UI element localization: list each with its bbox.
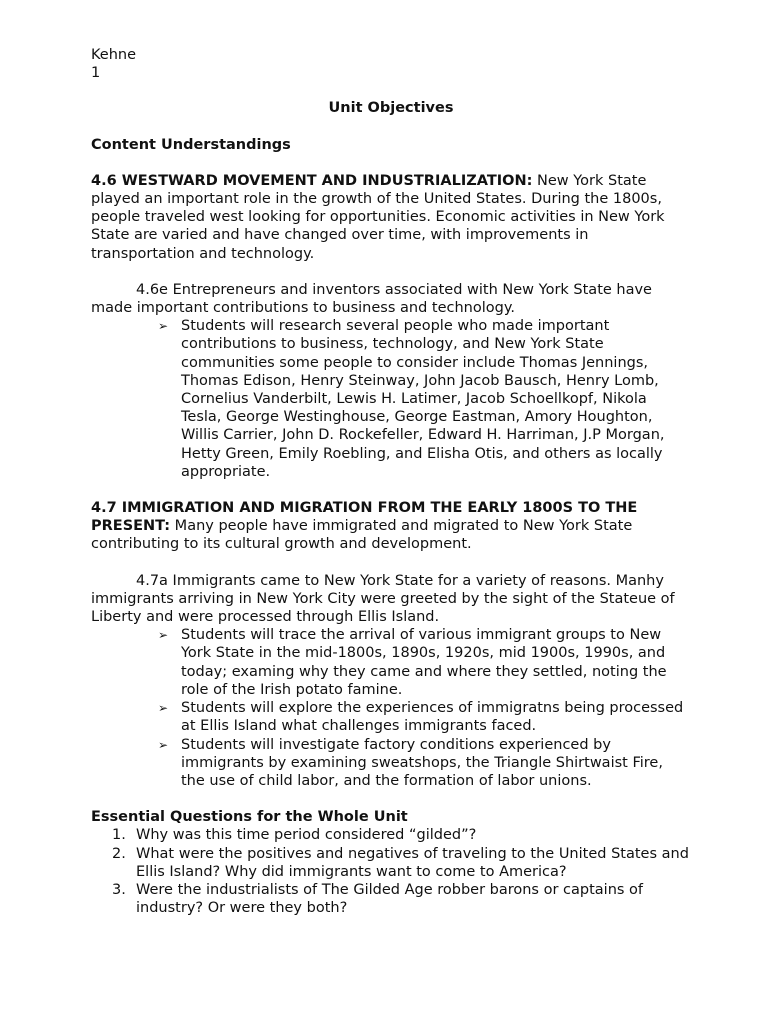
question-text: Why was this time period considered “gilded”? [136, 827, 477, 844]
arrow-bullet-icon: ➢ [158, 319, 169, 334]
list-item [158, 699, 691, 735]
list-item [158, 736, 691, 791]
arrow-bullet-icon: ➢ [158, 701, 169, 716]
arrow-bullet-icon: ➢ [158, 737, 169, 752]
section-4-6-body: New York State played an important role in the growth of the United States. During the 1800s, people traveled west looking for opportunities. Economic activities in New York State are varied and have changed over time, with improvements in transportation and technology. [91, 172, 665, 262]
section-4-6-heading: 4.6 WESTWARD MOVEMENT AND INDUSTRIALIZATION: [91, 172, 533, 189]
question-text: Were the industrialists of The Gilded Age robber barons or captains of industry? Or were they both? [136, 881, 644, 917]
section-4-6-bullet-list [91, 317, 691, 481]
bullet-text: Students will explore the experiences of immigratns being processed at Ellis Island what challenges immigrants faced. [181, 700, 684, 735]
question-text: What were the positives and negatives of traveling to the United States and Ellis Island? Why did immigrants want to come to America? [136, 845, 689, 880]
content-understandings-heading: Content Understandings [91, 136, 291, 153]
section-4-7-bullet-list [91, 626, 691, 790]
question-number: 3. [112, 881, 126, 898]
list-item [112, 826, 691, 844]
section-4-7-paragraph [91, 499, 691, 554]
section-4-7a-paragraph: 4.7a Immigrants came to New York State for a variety of reasons. Manhy immigrants arriving in New York City were greeted by the sight of the Stateue of Liberty and were processed through Ellis Island. [91, 572, 675, 626]
essential-questions-heading: Essential Questions for the Whole Unit [91, 809, 408, 826]
bullet-text: Students will trace the arrival of various immigrant groups to New York State in the mid-1800s, 1890s, 1920s, mid 1900s, 1990s, and today; examing why they came and where they settled, noting the role of the Irish potato famine. [181, 627, 667, 698]
header-author-name: Kehne [91, 47, 137, 63]
arrow-bullet-icon: ➢ [158, 628, 169, 643]
list-item [158, 626, 691, 699]
bullet-text: Students will investigate factory conditions experienced by immigrants by examining sweatshops, the Triangle Shirtwaist Fire, the use of child labor, and the formation of labor unions. [181, 736, 663, 789]
section-4-7-heading: 4.7 IMMIGRATION AND MIGRATION FROM THE EARLY 1800S TO THE PRESENT: [91, 500, 638, 535]
question-number: 2. [112, 845, 126, 862]
document-page [91, 46, 691, 917]
section-4-7-body: Many people have immigrated and migrated to New York State contributing to its cultural growth and development. [91, 518, 633, 553]
list-item [112, 845, 691, 881]
document-title: Unit Objectives [328, 100, 454, 117]
essential-questions-list [91, 826, 691, 917]
list-item [158, 317, 691, 481]
section-4-6e-paragraph: 4.6e Entrepreneurs and inventors associated with New York State have made important contributions to business and technology. [91, 281, 652, 317]
header-page-number: 1 [91, 65, 101, 82]
list-item [112, 881, 691, 917]
question-number: 1. [112, 827, 126, 844]
section-4-6-paragraph [91, 172, 691, 263]
bullet-text: Students will research several people who made important contributions to business, technology, and New York State communities some people to consider include Thomas Jennings, Thomas Edison, Henry Steinway, John Jacob Bausch, Henry Lomb, Cornelius Vanderbilt, Lewis H. Latimer, Jacob Schoellkopf, Nikola Tesla, George Westinghouse, George Eastman, Amory Houghton, Willis Carrier, John D. Rockefeller, Edward H. Harriman, J.P Morgan, Hetty Green, Emily Roebling, and Elisha Otis, and others as locally appropriate. [181, 318, 665, 480]
